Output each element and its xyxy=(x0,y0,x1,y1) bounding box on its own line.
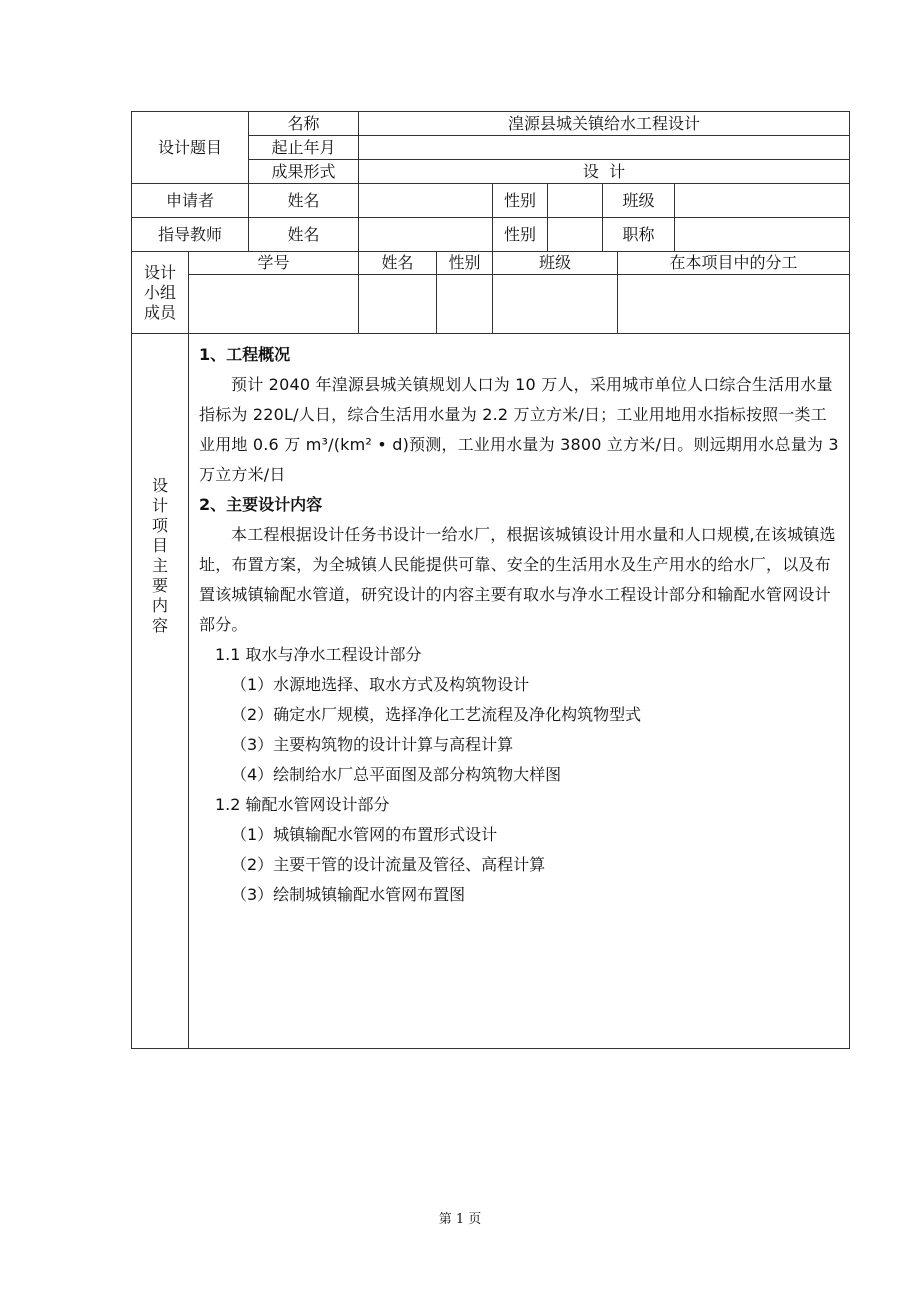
group-header-role: 在本项目中的分工 xyxy=(618,252,850,275)
list-item: （3）绘制城镇输配水管网布置图 xyxy=(231,885,466,904)
applicant-gender-label: 性别 xyxy=(493,184,548,218)
applicant-name-label: 姓名 xyxy=(249,184,359,218)
list-item: （1）水源地选择、取水方式及构筑物设计 xyxy=(231,675,530,694)
result-form-value: 设 计 xyxy=(359,160,850,184)
advisor-title-value[interactable] xyxy=(675,218,850,252)
applicant-label: 申请者 xyxy=(132,184,249,218)
section-heading-overview: 1、工程概况 xyxy=(199,345,291,364)
group-header-student-id: 学号 xyxy=(189,252,359,275)
advisor-name-value[interactable] xyxy=(359,218,493,252)
group-header-class: 班级 xyxy=(493,252,618,275)
overview-paragraph: 预计 2040 年湟源县城关镇规划人口为 10 万人，采用城市单位人口综合生活用水量指标为 220L/人日，综合生活用水量为 2.2 万立方米/日；工业用地用水指标按照一类工业用地 0.6 万 m³/(km² • d)预测，工业用水量为 3800 立方米/日。则远期用水总量为 3 万立方米/日 xyxy=(199,375,839,484)
list-item: （2）确定水厂规模，选择净化工艺流程及净化构筑物型式 xyxy=(231,705,642,724)
project-name-value: 湟源县城关镇给水工程设计 xyxy=(359,112,850,136)
group-role-cell[interactable] xyxy=(618,275,850,334)
advisor-gender-value[interactable] xyxy=(548,218,603,252)
result-form-label: 成果形式 xyxy=(249,160,359,184)
page-number: 第 1 页 xyxy=(438,1212,482,1227)
applicant-gender-value[interactable] xyxy=(548,184,603,218)
list-item: （3）主要构筑物的设计计算与高程计算 xyxy=(231,735,514,754)
subsection-1-1: 1.1 取水与净水工程设计部分 xyxy=(215,645,422,664)
section-heading-design: 2、主要设计内容 xyxy=(199,495,323,514)
group-gender-cell[interactable] xyxy=(437,275,493,334)
main-content-label: 设 计 项 目 主 要 内 容 xyxy=(132,334,189,1049)
advisor-gender-label: 性别 xyxy=(493,218,548,252)
applicant-class-label: 班级 xyxy=(603,184,675,218)
group-header-gender: 性别 xyxy=(437,252,493,275)
name-label: 名称 xyxy=(249,112,359,136)
advisor-label: 指导教师 xyxy=(132,218,249,252)
design-topic-label: 设计题目 xyxy=(132,112,249,184)
list-item: （1）城镇输配水管网的布置形式设计 xyxy=(231,825,498,844)
applicant-class-value[interactable] xyxy=(675,184,850,218)
advisor-name-label: 姓名 xyxy=(249,218,359,252)
subsection-1-2: 1.2 输配水管网设计部分 xyxy=(215,795,390,814)
period-label: 起止年月 xyxy=(249,136,359,160)
group-header-name: 姓名 xyxy=(359,252,437,275)
application-form-table xyxy=(131,111,850,1049)
group-members-label: 设计 小组 成员 xyxy=(132,252,189,334)
applicant-name-value[interactable] xyxy=(359,184,493,218)
group-class-cell[interactable] xyxy=(493,275,618,334)
list-item: （4）绘制给水厂总平面图及部分构筑物大样图 xyxy=(231,765,562,784)
main-content-cell xyxy=(189,334,850,1049)
group-student-id-cell[interactable] xyxy=(189,275,359,334)
advisor-title-label: 职称 xyxy=(603,218,675,252)
list-item: （2）主要干管的设计流量及管径、高程计算 xyxy=(231,855,546,874)
period-value[interactable] xyxy=(359,136,850,160)
design-paragraph: 本工程根据设计任务书设计一给水厂，根据该城镇设计用水量和人口规模,在该城镇选址，布置方案，为全城镇人民能提供可靠、安全的生活用水及生产用水的给水厂，以及布置该城镇输配水管道，研究设计的内容主要有取水与净水工程设计部分和输配水管网设计部分。 xyxy=(199,525,836,634)
group-name-cell[interactable] xyxy=(359,275,437,334)
